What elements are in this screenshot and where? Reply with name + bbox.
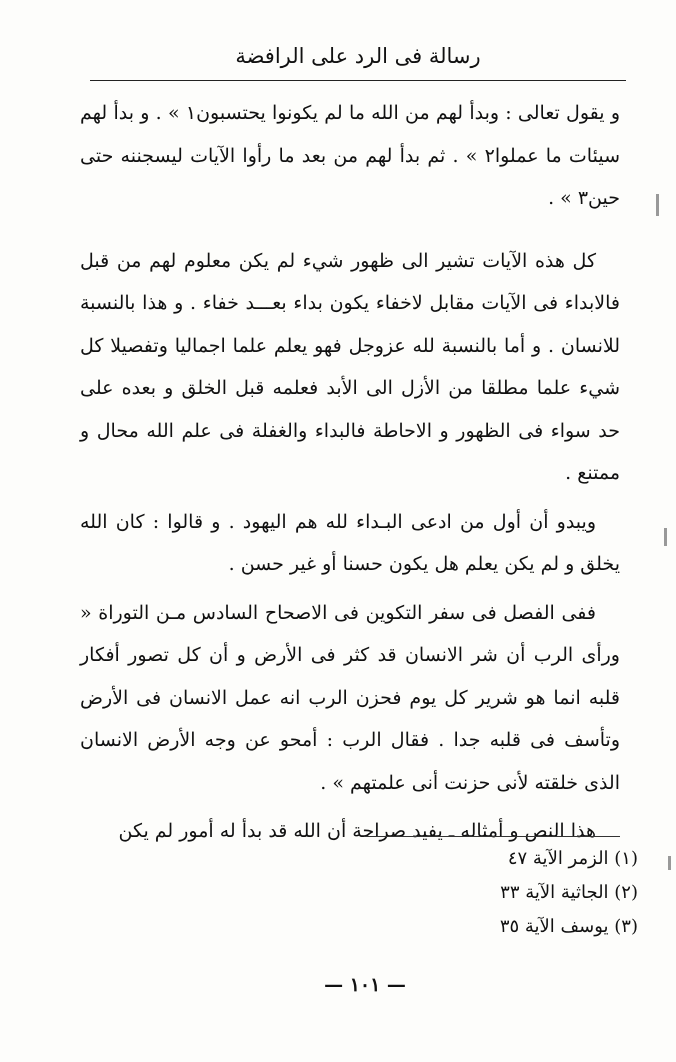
footnote-rule (364, 836, 620, 837)
footnotes (360, 842, 638, 944)
paragraph-conclusion: هذا النص و أمثاله ـ يفيد صراحة أن الله قد بدأ له أمور لم يكن (118, 820, 596, 842)
running-header-title: رسالة فى الرد على الرافضة (235, 44, 481, 68)
margin-mark (664, 528, 667, 546)
paragraph-jews-claim: ويبدو أن أول من ادعى البـداء لله هم اليهود . و قالوا : كان الله يخلق و لم يكن يعلم هل يكون حسنا أو غير حسن . (80, 510, 620, 575)
paragraph-torah-quote: ففى الفصل فى سفر التكوين فى الاصحاح السادس مـن التوراة « ورأى الرب أن شر الانسان قد كثر فى الأرض و أن كل تصور أفكار قلبه انما هو شرير كل يوم فحزن الرب انه عمل الانسان فى الأرض وتأسف فى قلبه جدا . فقال الرب : أمحو عن وجه الأرض الانسان الذى خلقته لأنى حزنت أنى علمتهم » . (80, 601, 620, 794)
page-number: — ١٠١ — (324, 974, 406, 996)
paragraph-quran-verses: و يقول تعالى : وبدأ لهم من الله ما لم يكونوا يحتسبون١ » . و بدأ لهم سيئات ما عملوا٢ » . ثم بدأ لهم من بعد ما رأوا الآيات ليسجننه حتى حين٣ » . (80, 102, 621, 209)
margin-mark (656, 194, 659, 216)
margin-mark (668, 856, 671, 870)
body-text (80, 92, 620, 853)
paragraph-appearance: كل هذه الآيات تشير الى ظهور شيء لم يكن معلوم لهم من قبل فالابداء فى الآيات مقابل لاخفاء يكون بداء بعـــد خفاء . و هذا بالنسبة للانسان . و أما بالنسبة لله عزوجل فهو يعلم علما اجماليا وتفصيلا كل شيء علما مطلقا من الأزل الى الأبد فعلمه قبل الخلق و بعده على حد سواء فى الظهور و الاحاطة فالبداء والغفلة فى علم الله محال و ممتنع . (80, 249, 620, 484)
header-rule (90, 80, 626, 81)
footnote-2: (٢) الجاثية الآية ٣٣ (500, 882, 638, 903)
footnote-3: (٣) يوسف الآية ٣٥ (499, 916, 638, 937)
footnote-1: (١) الزمر الآية ٤٧ (507, 848, 638, 869)
